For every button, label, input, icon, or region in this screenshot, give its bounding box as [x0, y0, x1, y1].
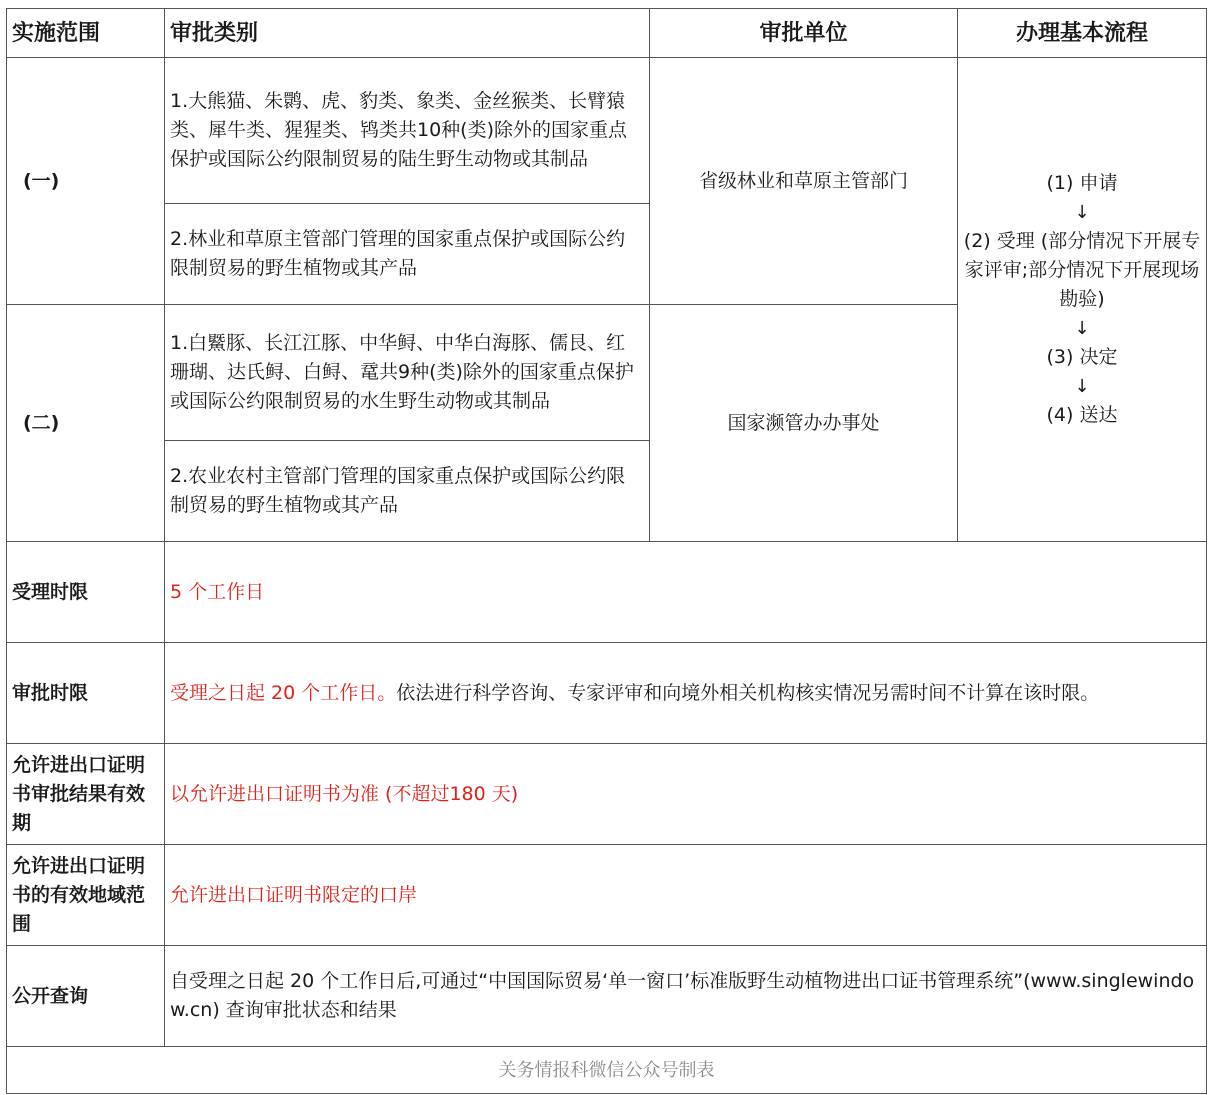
category-item: 1.白鱀豚、长江江豚、中华鲟、中华白海豚、儒艮、红珊瑚、达氏鲟、白鲟、鼋共9种(类)除外的国家重点保护或国际公约限制贸易的水生野生动物或其制品: [165, 305, 650, 441]
approval-unit-1: 省级林业和草原主管部门: [650, 58, 958, 305]
process-step-1: (1) 申请: [1046, 172, 1118, 194]
accept-limit-row: [7, 542, 1207, 643]
region-value: 允许进出口证明书限定的口岸: [165, 845, 1207, 946]
approval-unit-2: 国家濒管办办事处: [650, 305, 958, 542]
process-step-2: (2) 受理 (部分情况下开展专家评审;部分情况下开展现场勘验): [963, 230, 1201, 310]
approve-limit-row: [7, 643, 1207, 744]
approve-limit-note: 依法进行科学咨询、专家评审和向境外相关机构核实情况另需时间不计算在该时限。: [396, 681, 1100, 704]
process-step-3: (3) 决定: [1046, 346, 1118, 368]
approve-limit-highlight: 受理之日起 20 个工作日。: [170, 681, 397, 704]
category-item: 2.林业和草原主管部门管理的国家重点保护或国际公约限制贸易的野生植物或其产品: [165, 204, 650, 305]
down-arrow-icon: ↓: [1074, 202, 1090, 223]
header-unit: 审批单位: [650, 9, 958, 58]
approval-info-table: [6, 8, 1207, 1094]
validity-value: 以允许进出口证明书为准 (不超过180 天): [165, 744, 1207, 845]
query-label: 公开查询: [7, 946, 165, 1047]
group-row: [7, 58, 1207, 204]
group-label-1: (一): [7, 58, 165, 305]
process-step-4: (4) 送达: [1046, 404, 1118, 426]
region-row: [7, 845, 1207, 946]
footer-row: [7, 1047, 1207, 1094]
accept-limit-value: 5 个工作日: [165, 542, 1207, 643]
footer-note: 关务情报科微信公众号制表: [7, 1047, 1207, 1094]
header-row: [7, 9, 1207, 58]
down-arrow-icon: ↓: [1074, 376, 1090, 397]
query-row: [7, 946, 1207, 1047]
region-label: 允许进出口证明书的有效地域范围: [7, 845, 165, 946]
category-item: 1.大熊猫、朱鹮、虎、豹类、象类、金丝猴类、长臂猿类、犀牛类、猩猩类、鸨类共10种(类)除外的国家重点保护或国际公约限制贸易的陆生野生动物或其制品: [165, 58, 650, 204]
header-scope: 实施范围: [7, 9, 165, 58]
accept-limit-label: 受理时限: [7, 542, 165, 643]
header-category: 审批类别: [165, 9, 650, 58]
header-process: 办理基本流程: [958, 9, 1207, 58]
validity-label: 允许进出口证明书审批结果有效期: [7, 744, 165, 845]
category-item: 2.农业农村主管部门管理的国家重点保护或国际公约限制贸易的野生植物或其产品: [165, 441, 650, 542]
group-label-2: (二): [7, 305, 165, 542]
down-arrow-icon: ↓: [1074, 318, 1090, 339]
process-flow: [958, 58, 1207, 542]
approve-limit-cell: [165, 643, 1207, 744]
validity-row: [7, 744, 1207, 845]
approve-limit-label: 审批时限: [7, 643, 165, 744]
query-value: 自受理之日起 20 个工作日后,可通过“中国国际贸易‘单一窗口’标准版野生动植物进出口证书管理系统”(www.singlewindow.cn) 查询审批状态和结果: [165, 946, 1207, 1047]
